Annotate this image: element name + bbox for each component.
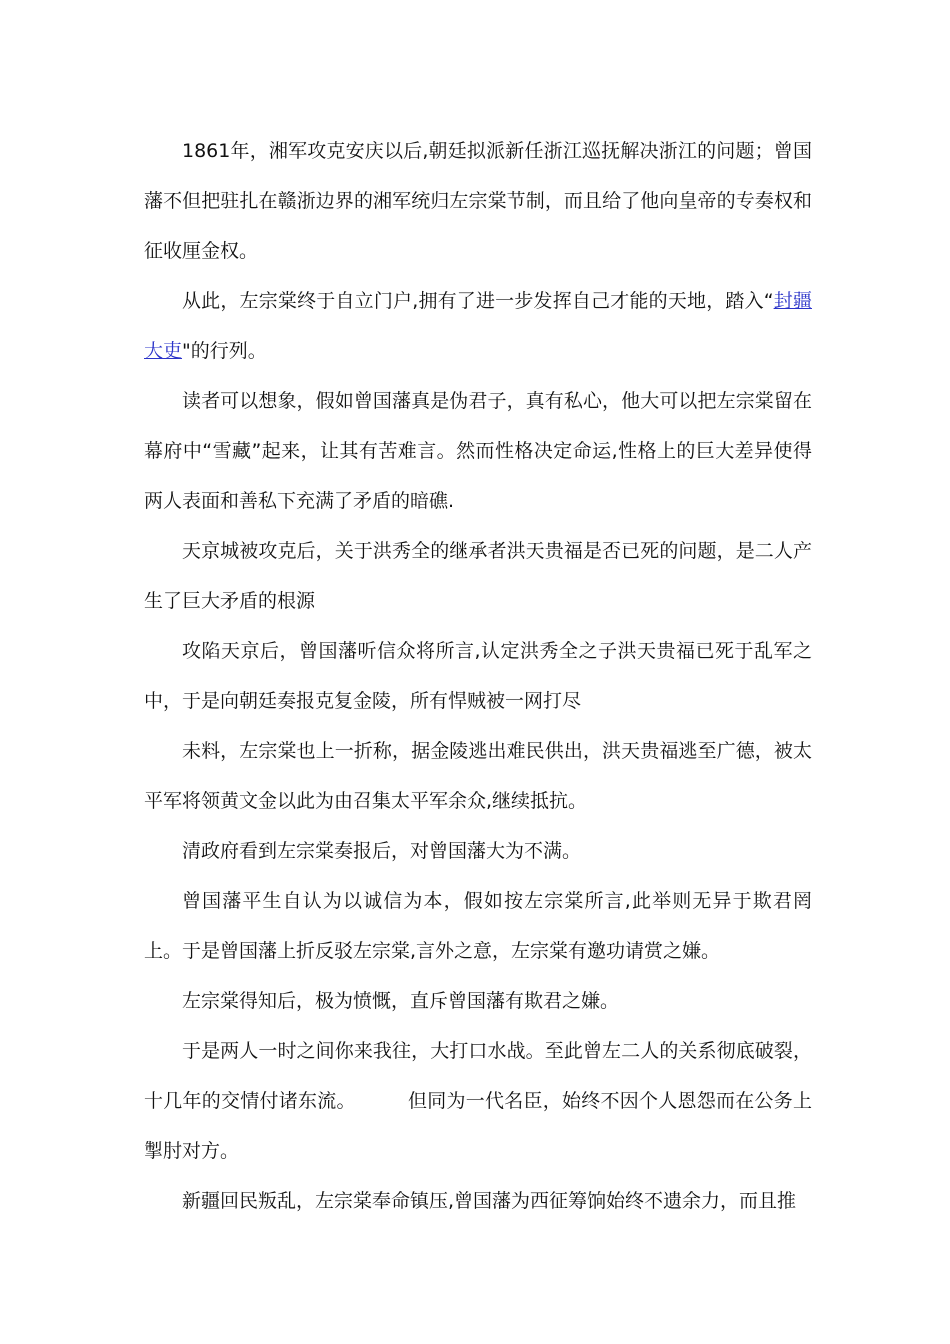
paragraph-9-text: 左宗棠得知后，极为愤慨，直斥曾国藩有欺君之嫌。 bbox=[182, 990, 620, 1012]
paragraph-10 bbox=[144, 1026, 812, 1176]
paragraph-11 bbox=[144, 1176, 812, 1226]
paragraph-10-text-after: 但同为一代名臣，始终不因个人恩怨而在公务上掣肘对方。 bbox=[144, 1090, 812, 1162]
paragraph-4-text: 天京城被攻克后，关于洪秀全的继承者洪天贵福是否已死的问题，是二人产生了巨大矛盾的根源 bbox=[144, 540, 812, 612]
paragraph-1-text: 1861年，湘军攻克安庆以后,朝廷拟派新任浙江巡抚解决浙江的问题；曾国藩不但把驻扎在赣浙边界的湘军统归左宗棠节制，而且给了他向皇帝的专奏权和征收厘金权。 bbox=[144, 140, 812, 262]
paragraph-10-text-before: 于是两人一时之间你来我往，大打口水战。至此曾左二人的关系彻底破裂，十几年的交情付诸东流。 bbox=[144, 1040, 812, 1112]
paragraph-3-text: 读者可以想象，假如曾国藩真是伪君子，真有私心，他大可以把左宗棠留在幕府中“雪藏”起来，让其有苦难言。然而性格决定命运,性格上的巨大差异使得两人表面和善私下充满了矛盾的暗礁. bbox=[144, 390, 812, 512]
paragraph-1 bbox=[144, 126, 812, 276]
fengjiang-dali-link[interactable]: 封疆大吏 bbox=[144, 290, 812, 362]
document-body bbox=[144, 126, 812, 1226]
paragraph-2-text-before: 从此，左宗棠终于自立门户,拥有了进一步发挥自己才能的天地，踏入“ bbox=[182, 290, 774, 312]
paragraph-2-text-after: "的行列。 bbox=[182, 340, 267, 362]
paragraph-6-text: 未料，左宗棠也上一折称，据金陵逃出难民供出，洪天贵福逃至广德，被太平军将领黄文金以此为由召集太平军余众,继续抵抗。 bbox=[144, 740, 812, 812]
paragraph-9 bbox=[144, 976, 812, 1026]
paragraph-5-text: 攻陷天京后，曾国藩听信众将所言,认定洪秀全之子洪天贵福已死于乱军之中，于是向朝廷奏报克复金陵，所有悍贼被一网打尽 bbox=[144, 640, 812, 712]
paragraph-5 bbox=[144, 626, 812, 726]
paragraph-7 bbox=[144, 826, 812, 876]
paragraph-8 bbox=[144, 876, 812, 976]
paragraph-7-text: 清政府看到左宗棠奏报后，对曾国藩大为不满。 bbox=[182, 840, 582, 862]
paragraph-2 bbox=[144, 276, 812, 376]
paragraph-6 bbox=[144, 726, 812, 826]
paragraph-11-text: 新疆回民叛乱，左宗棠奉命镇压,曾国藩为西征筹饷始终不遗余力，而且推 bbox=[182, 1190, 797, 1212]
paragraph-3 bbox=[144, 376, 812, 526]
paragraph-8-text: 曾国藩平生自认为以诚信为本，假如按左宗棠所言,此举则无异于欺君罔上。于是曾国藩上折反驳左宗棠,言外之意，左宗棠有邀功请赏之嫌。 bbox=[144, 890, 812, 962]
paragraph-4 bbox=[144, 526, 812, 626]
